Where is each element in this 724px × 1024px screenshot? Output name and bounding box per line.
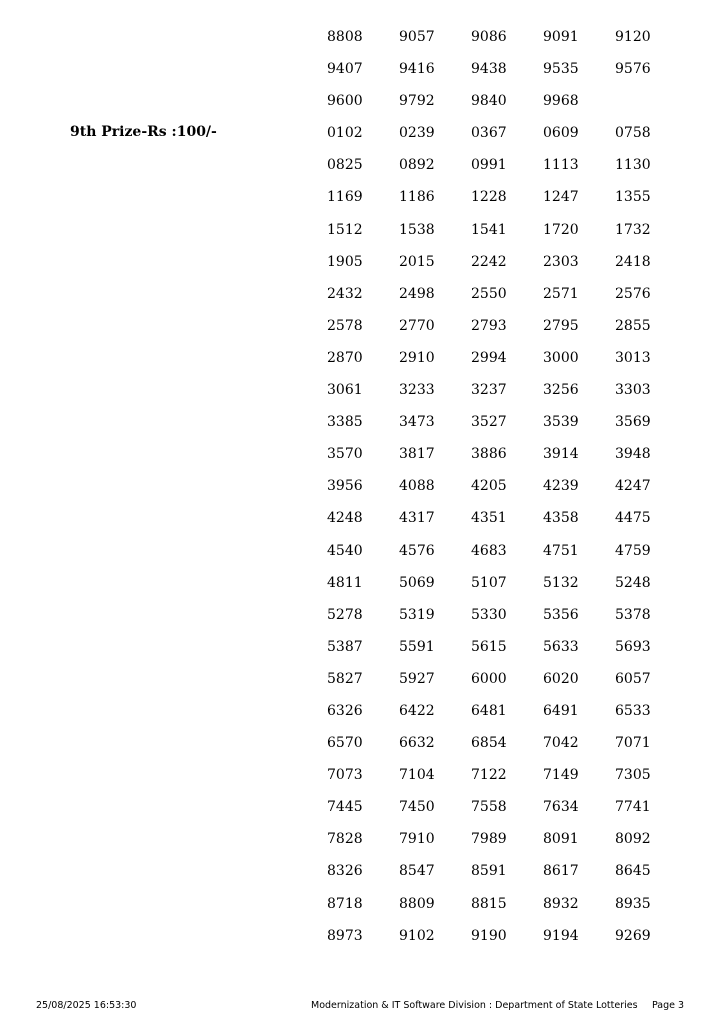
ticket-number: 6326: [327, 702, 363, 719]
ticket-number: 9416: [399, 61, 435, 78]
ticket-number: 8815: [471, 895, 507, 912]
ticket-number: 1905: [327, 253, 363, 270]
table-row: [327, 381, 687, 413]
ticket-number: 1113: [543, 157, 579, 174]
ticket-number: 0892: [399, 157, 435, 174]
ticket-number: 3013: [615, 349, 651, 366]
ticket-number: 7450: [399, 799, 435, 816]
ticket-number: 2571: [543, 285, 579, 302]
ticket-number: 3237: [471, 382, 507, 399]
table-row: [327, 445, 687, 477]
table-row: [327, 798, 687, 830]
ticket-number: 1355: [615, 189, 651, 206]
ticket-number: 1512: [327, 221, 363, 238]
ticket-number: 4247: [615, 478, 651, 495]
table-row: [327, 285, 687, 317]
ticket-number: 9190: [471, 927, 507, 944]
ticket-number: 1186: [399, 189, 435, 206]
ticket-number: 4576: [399, 542, 435, 559]
ticket-number: 7634: [543, 799, 579, 816]
ticket-number: 5615: [471, 638, 507, 655]
table-row: [327, 477, 687, 509]
ticket-number: 9968: [543, 93, 579, 110]
ticket-number: 9438: [471, 61, 507, 78]
ticket-number: 5356: [543, 606, 579, 623]
ticket-number: 5378: [615, 606, 651, 623]
ticket-number: 7828: [327, 831, 363, 848]
ticket-number: 5319: [399, 606, 435, 623]
ticket-number: 5248: [615, 574, 651, 591]
ticket-number: 9057: [399, 29, 435, 45]
ticket-number: 8591: [471, 863, 507, 880]
ticket-number: 1247: [543, 189, 579, 206]
ticket-number: 7558: [471, 799, 507, 816]
ticket-number: 7042: [543, 735, 579, 752]
ticket-number: 9840: [471, 93, 507, 110]
ticket-number: 8932: [543, 895, 579, 912]
ticket-number: 6020: [543, 670, 579, 687]
ticket-number: 9535: [543, 61, 579, 78]
ticket-number: 8645: [615, 863, 651, 880]
ticket-number: 2910: [399, 349, 435, 366]
ticket-number: 4351: [471, 510, 507, 527]
ticket-number: 3569: [615, 414, 651, 431]
ticket-number: 2015: [399, 253, 435, 270]
ticket-number: 3256: [543, 382, 579, 399]
ticket-number: 5107: [471, 574, 507, 591]
ticket-number: 1538: [399, 221, 435, 238]
ticket-number: 5132: [543, 574, 579, 591]
table-row: [327, 317, 687, 349]
number-table: [327, 28, 687, 959]
ticket-number: 1169: [327, 189, 363, 206]
ticket-number: 4475: [615, 510, 651, 527]
ticket-number: 5330: [471, 606, 507, 623]
footer-page-number: Page 3: [652, 1000, 685, 1011]
ticket-number: 2855: [615, 317, 651, 334]
ticket-number: 3914: [543, 446, 579, 463]
ticket-number: 4683: [471, 542, 507, 559]
ticket-number: 2578: [327, 317, 363, 334]
ticket-number: 3570: [327, 446, 363, 463]
ticket-number: 5927: [399, 670, 435, 687]
table-row: [327, 670, 687, 702]
ticket-number: 8973: [327, 927, 363, 944]
ticket-number: 7741: [615, 799, 651, 816]
ticket-number: 2770: [399, 317, 435, 334]
ticket-number: 7104: [399, 767, 435, 784]
ticket-number: 7122: [471, 767, 507, 784]
ticket-number: 6632: [399, 735, 435, 752]
ticket-number: 9091: [543, 29, 579, 45]
ticket-number: 8809: [399, 895, 435, 912]
table-row: [327, 542, 687, 574]
ticket-number: 1228: [471, 189, 507, 206]
ticket-number: 3000: [543, 349, 579, 366]
prize-label-9th: 9th Prize-Rs :100/-: [70, 124, 217, 140]
table-row: [327, 413, 687, 445]
ticket-number: 3303: [615, 382, 651, 399]
ticket-number: 0991: [471, 157, 507, 174]
ticket-number: 6570: [327, 735, 363, 752]
ticket-number: 1130: [615, 157, 651, 174]
ticket-number: 8935: [615, 895, 651, 912]
ticket-number: 5278: [327, 606, 363, 623]
footer-timestamp: 25/08/2025 16:53:30: [36, 1000, 137, 1011]
ticket-number: 3527: [471, 414, 507, 431]
ticket-number: 7149: [543, 767, 579, 784]
ticket-number: 9102: [399, 927, 435, 944]
table-row: [327, 638, 687, 670]
ticket-number: 2418: [615, 253, 651, 270]
ticket-number: 5633: [543, 638, 579, 655]
ticket-number: 3817: [399, 446, 435, 463]
ticket-number: 7989: [471, 831, 507, 848]
ticket-number: 2795: [543, 317, 579, 334]
ticket-number: 4759: [615, 542, 651, 559]
ticket-number: 7071: [615, 735, 651, 752]
ticket-number: 7305: [615, 767, 651, 784]
ticket-number: 4317: [399, 510, 435, 527]
ticket-number: 4811: [327, 574, 363, 591]
ticket-number: 2550: [471, 285, 507, 302]
table-row: [327, 349, 687, 381]
ticket-number: 8718: [327, 895, 363, 912]
ticket-number: 9086: [471, 29, 507, 45]
ticket-number: 2303: [543, 253, 579, 270]
ticket-number: 9120: [615, 29, 651, 45]
ticket-number: 6057: [615, 670, 651, 687]
ticket-number: 3539: [543, 414, 579, 431]
table-row: [327, 766, 687, 798]
ticket-number: 4205: [471, 478, 507, 495]
table-row: [327, 253, 687, 285]
ticket-number: 3473: [399, 414, 435, 431]
ticket-number: 3061: [327, 382, 363, 399]
ticket-number: 5591: [399, 638, 435, 655]
ticket-number: 8617: [543, 863, 579, 880]
ticket-number: 1732: [615, 221, 651, 238]
ticket-number: 4751: [543, 542, 579, 559]
ticket-number: 3956: [327, 478, 363, 495]
table-row: [327, 221, 687, 253]
ticket-number: 4540: [327, 542, 363, 559]
table-row: [327, 60, 687, 92]
table-row: [327, 862, 687, 894]
ticket-number: 6481: [471, 702, 507, 719]
ticket-number: 4088: [399, 478, 435, 495]
table-row: [327, 188, 687, 220]
ticket-number: 8808: [327, 29, 363, 45]
ticket-number: 8547: [399, 863, 435, 880]
ticket-number: 0825: [327, 157, 363, 174]
table-row: [327, 895, 687, 927]
ticket-number: 5069: [399, 574, 435, 591]
ticket-number: 4358: [543, 510, 579, 527]
table-row: [327, 734, 687, 766]
ticket-number: 0609: [543, 125, 579, 142]
ticket-number: 9600: [327, 93, 363, 110]
ticket-number: 5693: [615, 638, 651, 655]
ticket-number: 2793: [471, 317, 507, 334]
ticket-number: 9194: [543, 927, 579, 944]
ticket-number: 8092: [615, 831, 651, 848]
table-row: [327, 606, 687, 638]
ticket-number: 5387: [327, 638, 363, 655]
footer-department: Modernization & IT Software Division : Department of State Lotteries: [311, 1000, 638, 1011]
ticket-number: 2870: [327, 349, 363, 366]
table-row: [327, 28, 687, 60]
ticket-number: 1541: [471, 221, 507, 238]
ticket-number: 4248: [327, 510, 363, 527]
ticket-number: 4239: [543, 478, 579, 495]
ticket-number: 9269: [615, 927, 651, 944]
ticket-number: 0758: [615, 125, 651, 142]
ticket-number: 3948: [615, 446, 651, 463]
ticket-number: 2994: [471, 349, 507, 366]
ticket-number: 1720: [543, 221, 579, 238]
ticket-number: 7073: [327, 767, 363, 784]
ticket-number: 3886: [471, 446, 507, 463]
table-row: [327, 92, 687, 124]
table-row: [327, 927, 687, 959]
ticket-number: 3233: [399, 382, 435, 399]
ticket-number: 9792: [399, 93, 435, 110]
ticket-number: 2432: [327, 285, 363, 302]
ticket-number: 3385: [327, 414, 363, 431]
ticket-number: 5827: [327, 670, 363, 687]
ticket-number: 6491: [543, 702, 579, 719]
ticket-number: 7445: [327, 799, 363, 816]
ticket-number: 9407: [327, 61, 363, 78]
table-row: [327, 702, 687, 734]
ticket-number: 0102: [327, 125, 363, 142]
ticket-number: 9576: [615, 61, 651, 78]
ticket-number: 6533: [615, 702, 651, 719]
ticket-number: 2576: [615, 285, 651, 302]
table-row: [327, 830, 687, 862]
ticket-number: 7910: [399, 831, 435, 848]
table-row: [327, 156, 687, 188]
ticket-number: 0239: [399, 125, 435, 142]
ticket-number: 2498: [399, 285, 435, 302]
ticket-number: 8091: [543, 831, 579, 848]
ticket-number: 0367: [471, 125, 507, 142]
ticket-number: 6854: [471, 735, 507, 752]
ticket-number: 6000: [471, 670, 507, 687]
table-row: [327, 509, 687, 541]
ticket-number: 6422: [399, 702, 435, 719]
table-row: [327, 124, 687, 156]
ticket-number: 8326: [327, 863, 363, 880]
table-row: [327, 574, 687, 606]
ticket-number: 2242: [471, 253, 507, 270]
